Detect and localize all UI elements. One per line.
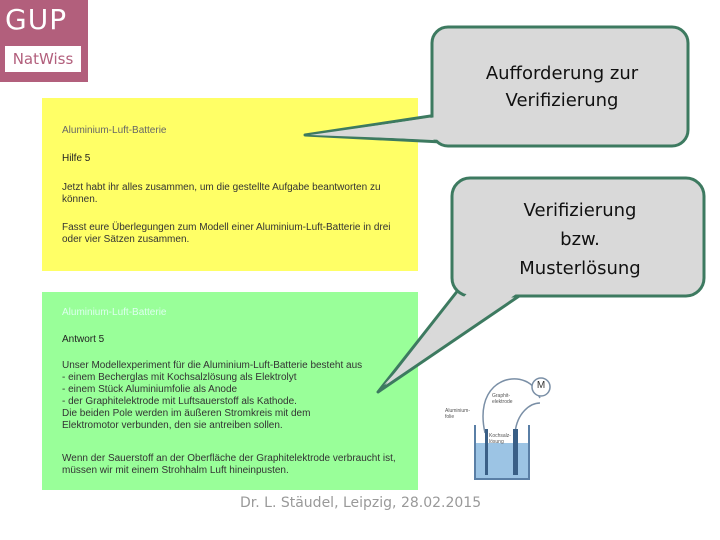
graphite-label-line1: Graphit- <box>492 393 511 399</box>
hint-card-title: Aluminium-Luft-Batterie <box>62 125 167 136</box>
aluminium-label-line1: Aluminium- <box>445 408 471 414</box>
bubble1-line2: Verifizierung <box>505 90 619 111</box>
salt-solution-label <box>489 433 511 445</box>
bubble2-line3: Musterlösung <box>519 258 641 279</box>
bubble2-line2: bzw. <box>560 229 600 250</box>
hint-paragraph-1: Jetzt habt ihr alles zusammen, um die gestellte Aufgabe beantworten zu können. <box>62 182 381 205</box>
answer-paragraph-1: Unser Modellexperiment für die Aluminium-Luft-Batterie besteht aus - einem Becherglas mit Kochsalzlösung als Elektrolyt - einem Stück Aluminiumfolie als Anode - der Graphitelektrode mit Luftsauerstoff als Kathode. Die beiden Pole werden im äußeren Stromkreis mit dem Elektromotor verbunden, den sie antreiben sollen. <box>62 360 363 431</box>
footer-author-date: Dr. L. Stäudel, Leipzig, 28.02.2015 <box>240 495 482 511</box>
bubble1-text <box>452 60 672 114</box>
logo-text-natwiss: NatWiss <box>5 46 81 72</box>
aluminium-label <box>445 408 470 420</box>
salt-label-line1: Kochsalz- <box>489 433 511 439</box>
logo-text-gup: GUP <box>5 3 68 36</box>
aluminium-label-line2: folie <box>445 414 455 420</box>
motor-label: M <box>536 380 546 391</box>
experiment-diagram <box>445 363 557 485</box>
salt-label-line2: lösung <box>489 439 504 445</box>
graphite-label-line2: elektrode <box>492 399 513 405</box>
bubble1-line1: Aufforderung zur <box>485 63 639 84</box>
answer-paragraph-2: Wenn der Sauerstoff an der Oberfläche der Graphitelektrode verbraucht ist, müssen wir mit einem Strohhalm Luft hineinpusten. <box>62 453 396 476</box>
answer-heading: Antwort 5 <box>62 334 105 345</box>
bubble2-text <box>470 196 690 283</box>
bubble2-line1: Verifizierung <box>523 200 637 221</box>
hint-paragraph-2: Fasst eure Überlegungen zum Modell einer Aluminium-Luft-Batterie in drei oder vier Sätzen zusammen. <box>62 222 391 245</box>
graphite-label <box>492 393 513 405</box>
answer-card-title: Aluminium-Luft-Batterie <box>62 307 167 318</box>
hint-heading: Hilfe 5 <box>62 153 91 164</box>
